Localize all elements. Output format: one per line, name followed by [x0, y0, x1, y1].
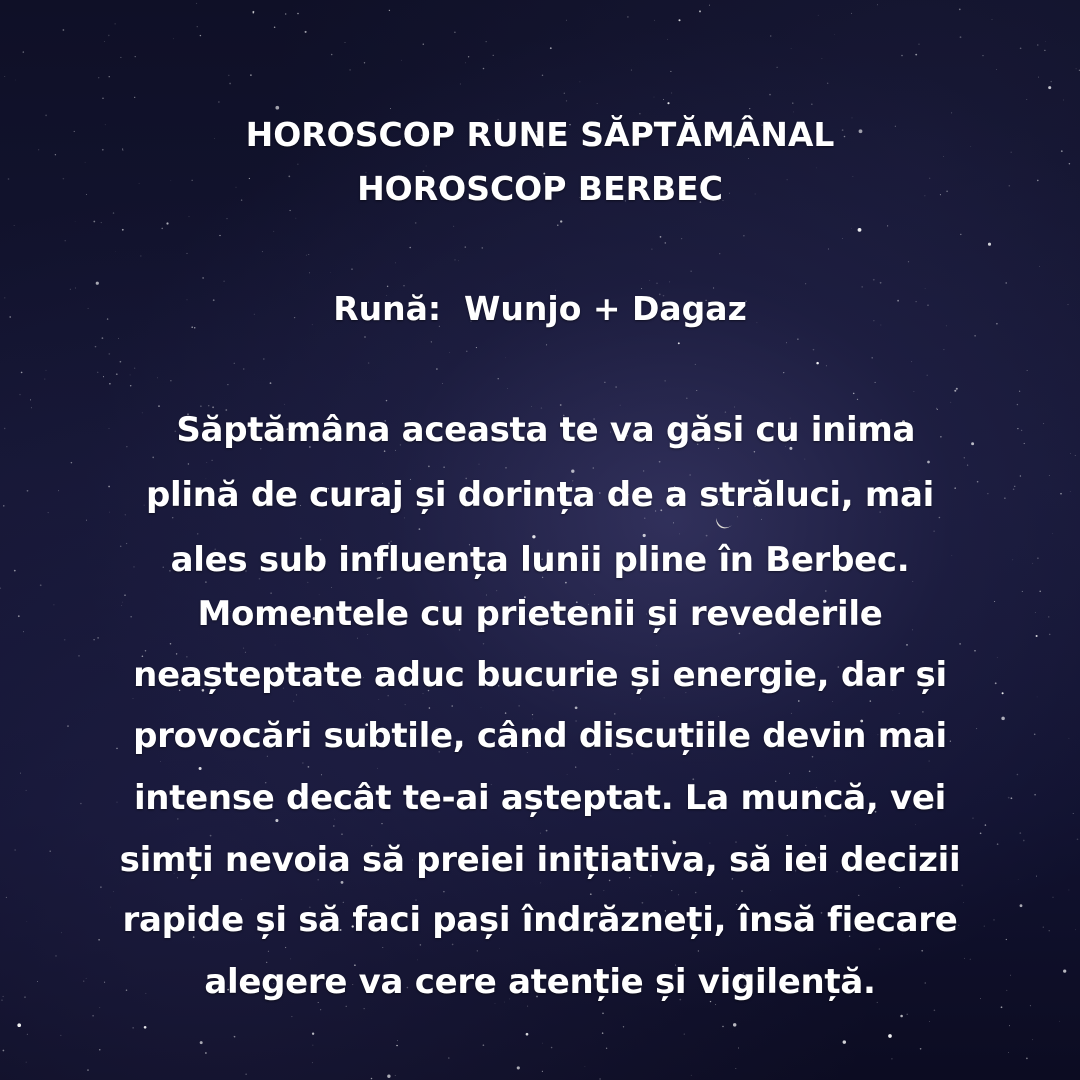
body-line: neașteptate aduc bucurie și energie, dar și	[133, 655, 947, 695]
rune-label: Rună: Wunjo + Dagaz	[333, 289, 747, 328]
page-subtitle: HOROSCOP BERBEC	[357, 169, 723, 208]
body-line: alegere va cere atenție și vigilență.	[204, 962, 876, 1002]
body-line: rapide și să faci pași îndrăzneți, însă fiecare	[122, 900, 958, 940]
body-line: provocări subtile, când discuțiile devin mai	[133, 716, 947, 756]
body-line: simți nevoia să preiei inițiativa, să iei decizii	[119, 840, 961, 880]
page-title: HOROSCOP RUNE SĂPTĂMÂNAL	[245, 115, 835, 154]
body-line: ales sub influența lunii pline în Berbec.	[170, 540, 910, 580]
body-line: Momentele cu prietenii și revederile	[197, 594, 883, 634]
body-line: Săptămâna aceasta te va găsi cu inima	[164, 410, 916, 450]
body-line: plină de curaj și dorința de a străluci, mai	[146, 475, 934, 515]
body-line: intense decât te-ai așteptat. La muncă, vei	[133, 778, 947, 818]
